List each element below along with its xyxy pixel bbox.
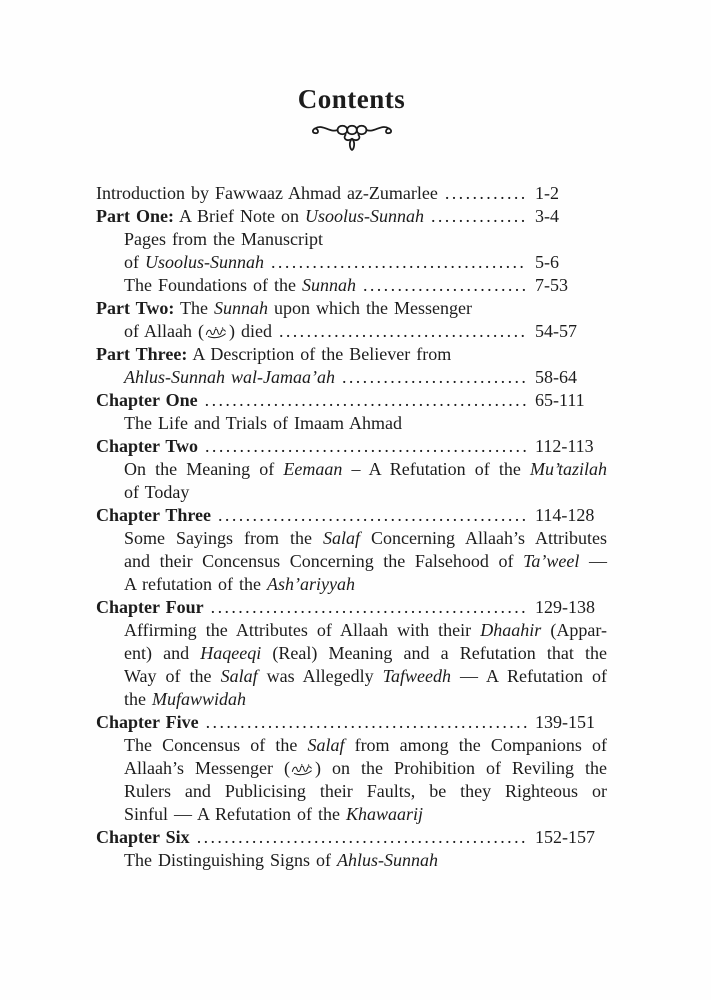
toc-entry-text bbox=[124, 482, 189, 502]
toc-text-segment: – A Refutation of the bbox=[342, 459, 530, 479]
toc-entry-text bbox=[96, 596, 204, 619]
toc-text-segment: upon which the Messenger bbox=[268, 298, 472, 318]
toc-entry-text bbox=[124, 251, 264, 274]
toc-entry-text bbox=[124, 574, 355, 594]
toc-entry-text bbox=[124, 850, 438, 870]
toc-heading-segment: Chapter One bbox=[96, 390, 198, 410]
dot-leader bbox=[431, 205, 527, 228]
ornament-flourish-icon bbox=[304, 120, 400, 156]
toc-entry-text bbox=[124, 413, 402, 433]
toc-text-segment: from among the Companions of bbox=[344, 735, 608, 755]
toc-line bbox=[96, 573, 607, 596]
toc-entry-text bbox=[96, 344, 451, 364]
toc-term-segment: Mufawwidah bbox=[152, 689, 247, 709]
toc-text-segment: of Allaah bbox=[124, 321, 198, 341]
toc-line bbox=[96, 458, 607, 481]
toc-entry-text bbox=[96, 389, 198, 412]
toc-line bbox=[96, 274, 607, 297]
toc-line bbox=[96, 619, 607, 642]
toc-entry-text bbox=[124, 274, 356, 297]
toc-line bbox=[96, 527, 607, 550]
toc-line bbox=[96, 849, 607, 872]
toc-term-segment: Khawaarij bbox=[346, 804, 424, 824]
dot-leader bbox=[218, 504, 527, 527]
toc-heading-segment: Chapter Two bbox=[96, 436, 199, 456]
toc-line bbox=[96, 297, 607, 320]
toc-text-segment: The Foundations of the bbox=[124, 275, 302, 295]
page-range: 7-53 bbox=[535, 275, 568, 295]
toc-line bbox=[96, 504, 607, 527]
toc-line bbox=[96, 435, 607, 458]
toc-heading-segment: Chapter Six bbox=[96, 827, 190, 847]
dot-leader bbox=[205, 435, 527, 458]
toc-text-segment: (Real) Meaning and a Refutation that the bbox=[261, 643, 607, 663]
toc-text-segment: The Concensus of the bbox=[124, 735, 308, 755]
dot-leader bbox=[206, 711, 527, 734]
toc-text-segment: Sinful — A Refutation of the bbox=[124, 804, 346, 824]
toc-text-segment: was Allegedly bbox=[257, 666, 383, 686]
toc-entry-text bbox=[124, 528, 607, 548]
toc-term-segment: Mu’tazilah bbox=[529, 459, 607, 479]
toc-term-segment: Haqeeqi bbox=[200, 643, 262, 663]
toc-term-segment: Usoolus-Sunnah bbox=[304, 206, 424, 226]
toc-term-segment: Eemaan bbox=[283, 459, 343, 479]
toc-text-segment: Pages from the Manuscript bbox=[124, 229, 323, 249]
toc-line bbox=[96, 826, 607, 849]
toc-text-segment: the bbox=[124, 689, 152, 709]
toc-text-segment: A refutation of the bbox=[124, 574, 267, 594]
toc-text-segment: (Appar- bbox=[541, 620, 607, 640]
toc-line bbox=[96, 366, 607, 389]
toc-line bbox=[96, 780, 607, 803]
toc-entry-text bbox=[124, 804, 423, 824]
toc-entry-text bbox=[124, 735, 607, 755]
toc-term-segment: Ash’ariyyah bbox=[266, 574, 355, 594]
page-range: 54-57 bbox=[535, 321, 577, 341]
toc-line bbox=[96, 343, 607, 366]
toc-line bbox=[96, 803, 607, 826]
toc-term-segment: Salaf bbox=[323, 528, 361, 548]
dot-leader bbox=[342, 366, 527, 389]
toc-text-segment: — bbox=[579, 551, 607, 571]
toc-text-segment: The Life and Trials of Imaam Ahmad bbox=[124, 413, 402, 433]
toc-entry-text bbox=[96, 205, 424, 228]
toc-text-segment: ent) and bbox=[124, 643, 201, 663]
toc-term-segment: Dhaahir bbox=[480, 620, 542, 640]
toc-entry-text bbox=[96, 298, 472, 318]
dot-leader bbox=[205, 389, 527, 412]
toc-entry-text bbox=[124, 620, 607, 640]
page-range: 58-64 bbox=[535, 367, 577, 387]
toc-line bbox=[96, 734, 607, 757]
toc-heading-segment: Part Two: bbox=[96, 298, 175, 318]
toc-entry-text bbox=[124, 781, 607, 801]
toc-entry-text bbox=[124, 758, 607, 778]
toc-entry-text bbox=[96, 435, 198, 458]
toc-heading-segment: Chapter Five bbox=[96, 712, 199, 732]
toc-text-segment: died bbox=[234, 321, 272, 341]
page-range: 129-138 bbox=[535, 597, 595, 617]
toc-entry-text bbox=[124, 666, 607, 686]
toc-text-segment: of bbox=[124, 252, 145, 272]
toc-line bbox=[96, 182, 607, 205]
toc-line bbox=[96, 251, 607, 274]
toc-line bbox=[96, 412, 607, 435]
toc-line bbox=[96, 205, 607, 228]
toc-text-segment: The Distinguishing Signs of bbox=[124, 850, 338, 870]
dot-leader bbox=[363, 274, 527, 297]
table-of-contents bbox=[96, 182, 607, 872]
toc-text-segment: Allaah’s Messenger bbox=[124, 758, 284, 778]
toc-entry-text bbox=[124, 551, 607, 571]
toc-text-segment: Some Sayings from the bbox=[124, 528, 323, 548]
toc-text-segment: — A Refutation of bbox=[450, 666, 607, 686]
toc-heading-segment: Part Three: bbox=[96, 344, 188, 364]
toc-entry-text bbox=[96, 182, 438, 205]
page-range: 65-111 bbox=[535, 390, 585, 410]
toc-entry-text bbox=[96, 826, 190, 849]
toc-heading-segment: Part One: bbox=[96, 206, 174, 226]
toc-heading-segment: Chapter Three bbox=[96, 505, 212, 525]
page-title: Contents bbox=[297, 84, 406, 114]
toc-line bbox=[96, 688, 607, 711]
toc-entry-text bbox=[124, 689, 246, 709]
toc-entry-text bbox=[124, 229, 323, 249]
dot-leader bbox=[271, 251, 527, 274]
toc-term-segment: Salaf bbox=[220, 666, 258, 686]
page-range: 152-157 bbox=[535, 827, 595, 847]
dot-leader bbox=[197, 826, 527, 849]
toc-line bbox=[96, 481, 607, 504]
toc-line bbox=[96, 320, 607, 343]
toc-text-segment: Concerning Allaah’s Attributes bbox=[360, 528, 607, 548]
toc-entry-text bbox=[124, 459, 607, 479]
toc-line bbox=[96, 596, 607, 619]
toc-text-segment: On the Meaning of bbox=[124, 459, 284, 479]
toc-line bbox=[96, 389, 607, 412]
page-range: 112-113 bbox=[535, 436, 594, 456]
page-range: 1-2 bbox=[535, 183, 559, 203]
toc-text-segment: The bbox=[174, 298, 214, 318]
toc-text-segment: of Today bbox=[124, 482, 190, 502]
toc-term-segment: Usoolus-Sunnah bbox=[145, 252, 265, 272]
dot-leader bbox=[445, 182, 527, 205]
toc-term-segment: Sunnah bbox=[214, 298, 268, 318]
toc-term-segment: Ahlus-Sunnah wal-Jamaa’ah bbox=[124, 367, 335, 387]
toc-entry-text bbox=[124, 643, 607, 663]
toc-line bbox=[96, 665, 607, 688]
dot-leader bbox=[279, 320, 527, 343]
toc-text-segment: on the Prohibition of Reviling the bbox=[320, 758, 608, 778]
toc-line bbox=[96, 711, 607, 734]
toc-text-segment: A Brief Note on bbox=[173, 206, 305, 226]
toc-entry-text bbox=[96, 504, 211, 527]
sallallahu-alayhi-wasallam-icon: ( ) bbox=[197, 321, 235, 341]
toc-text-segment: Rulers and Publicising their Faults, be they Righteous or bbox=[124, 781, 607, 801]
toc-entry-text bbox=[124, 366, 335, 389]
toc-text-segment: Way of the bbox=[124, 666, 221, 686]
toc-text-segment: Introduction by Fawwaaz Ahmad az-Zumarlee bbox=[96, 183, 438, 203]
toc-line bbox=[96, 228, 607, 251]
toc-entry-text bbox=[124, 320, 272, 343]
toc-line bbox=[96, 642, 607, 665]
toc-heading-segment: Chapter Four bbox=[96, 597, 204, 617]
toc-entry-text bbox=[96, 711, 199, 734]
toc-term-segment: Ahlus-Sunnah bbox=[337, 850, 439, 870]
toc-text-segment: Affirming the Attributes of Allaah with their bbox=[124, 620, 481, 640]
page-range: 3-4 bbox=[535, 206, 559, 226]
toc-line bbox=[96, 550, 607, 573]
sallallahu-alayhi-wasallam-icon: ( ) bbox=[283, 758, 321, 778]
toc-term-segment: Ta’weel bbox=[523, 551, 580, 571]
toc-term-segment: Sunnah bbox=[301, 275, 356, 295]
page-range: 114-128 bbox=[535, 505, 595, 525]
page-range: 139-151 bbox=[535, 712, 595, 732]
toc-line bbox=[96, 757, 607, 780]
toc-term-segment: Tafweedh bbox=[382, 666, 451, 686]
dot-leader bbox=[211, 596, 527, 619]
toc-text-segment: and their Concensus Concerning the Falsehood of bbox=[124, 551, 524, 571]
toc-text-segment: A Description of the Believer from bbox=[187, 344, 452, 364]
toc-term-segment: Salaf bbox=[307, 735, 345, 755]
page-range: 5-6 bbox=[535, 252, 559, 272]
